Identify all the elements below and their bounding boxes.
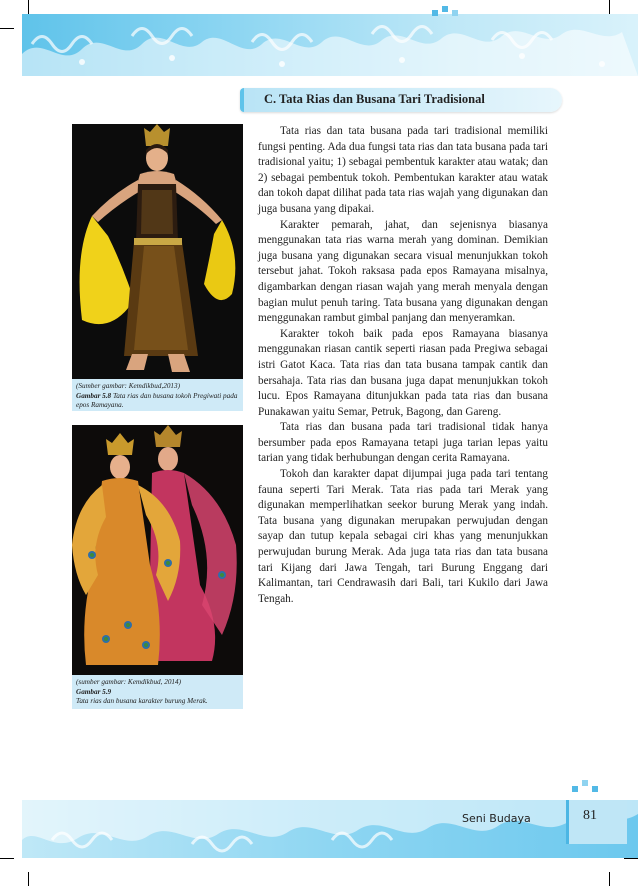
- crop-mark: [624, 858, 638, 859]
- body-text: [258, 124, 548, 607]
- paragraph: Tata rias dan busana pada tari tradisional tidak hanya bersumber pada epos Ramayana tetapi juga tarian lepas yaitu tarian yang tidak berhubungan dengan cerita Ramayana.: [258, 421, 548, 465]
- deco-pixel: [572, 786, 578, 792]
- deco-pixel: [452, 10, 458, 16]
- paragraph: Tata rias dan tata busana pada tari tradisional memiliki fungsi penting. Ada dua fungsi tata rias dan tata busana pada tari tradisional yaitu; 1) sebagai pembentuk karakter atau watak; dan 2) sebagai pembentuk tokoh. Pembentukan karakter atau watak dan tokoh dapat dilihat pada tata rias wajah yang digunakan dan juga busana yang dipakai.: [258, 125, 548, 215]
- crop-mark: [609, 0, 610, 14]
- caption-label: [76, 688, 239, 698]
- caption-description: Tata rias dan busana tokoh Pregiwati pada epos Ramayana.: [76, 391, 238, 410]
- footer-batik-band: [22, 800, 638, 858]
- figure-5-9-photo: [72, 425, 243, 675]
- book-title: Seni Budaya: [462, 812, 531, 825]
- caption-description: Tata rias dan busana karakter burung Merak.: [76, 697, 208, 706]
- paragraph: Karakter pemarah, jahat, dan sejenisnya biasanya menggunakan tata rias warna merah yang dominan. Demikian juga busana yang digunakan secara visual menunjukkan tokoh tersebut jahat. Tokoh raksasa pada epos Ramayana misalnya, digambarkan dengan riasan wajah yang merah menyala dengan bagian mulut penuh taring. Tata busana yang digunakan dengan menggunakan rambut gimbal panjang dan menyeramkan.: [258, 218, 548, 325]
- paragraph: Tokoh dan karakter dapat dijumpai juga pada tari tentang fauna seperti Tari Merak. Tata rias pada tari Merak yang digunakan memperlihatkan seekor burung Merak yang indah. Tata busana yang digunakan merupakan perwujudan dengan sayap dan tutup kepala sebagai ciri khas yang menunjukkan perwujudan burung Merak. Ada juga tata rias dan tata busana tari Kijang dari Jawa Tengah, tari Burung Enggang dari Kalimantan, tari Cendrawasih dari Bali, tari Kukilo dari Jawa Tengah.: [258, 468, 548, 605]
- figure-5-9-caption: [72, 675, 243, 709]
- figure-5-8-caption: [72, 379, 243, 411]
- deco-pixel: [442, 6, 448, 12]
- crop-mark: [609, 872, 610, 886]
- paragraph: Karakter tokoh baik pada epos Ramayana biasanya menggunakan riasan cantik seperti riasan pada Pregiwa sebagai istri Gatot Kaca. Tata rias dan tata busana tampak cantik dan bersahaja. Tata rias dan busana juga dapat menunjukkan tokoh lucu. Epos Ramayana ditunjukkan pada tata rias dan busana Punakawan yaitu Semar, Petruk, Bagong, dan Gareng.: [258, 327, 548, 418]
- caption-label: Gambar 5.8: [76, 391, 112, 400]
- crop-mark: [28, 872, 29, 886]
- caption-source: (Sumber gambar: Kemdikbud,2013): [76, 382, 181, 390]
- section-heading: C. Tata Rias dan Busana Tari Tradisional: [264, 92, 485, 106]
- crop-mark: [0, 28, 14, 29]
- crop-mark: [28, 0, 29, 14]
- deco-pixel: [592, 786, 598, 792]
- crop-mark: [0, 858, 14, 859]
- page-number: 81: [583, 808, 597, 823]
- header-batik-band: [22, 14, 638, 76]
- deco-pixel: [432, 10, 438, 16]
- caption-label-text: Gambar 5.9: [76, 687, 112, 696]
- caption-text: [76, 392, 239, 411]
- caption-source: (sumber gambar: Kemdikbud, 2014): [76, 678, 182, 686]
- figure-5-8-photo: [72, 124, 243, 379]
- deco-pixel: [582, 780, 588, 786]
